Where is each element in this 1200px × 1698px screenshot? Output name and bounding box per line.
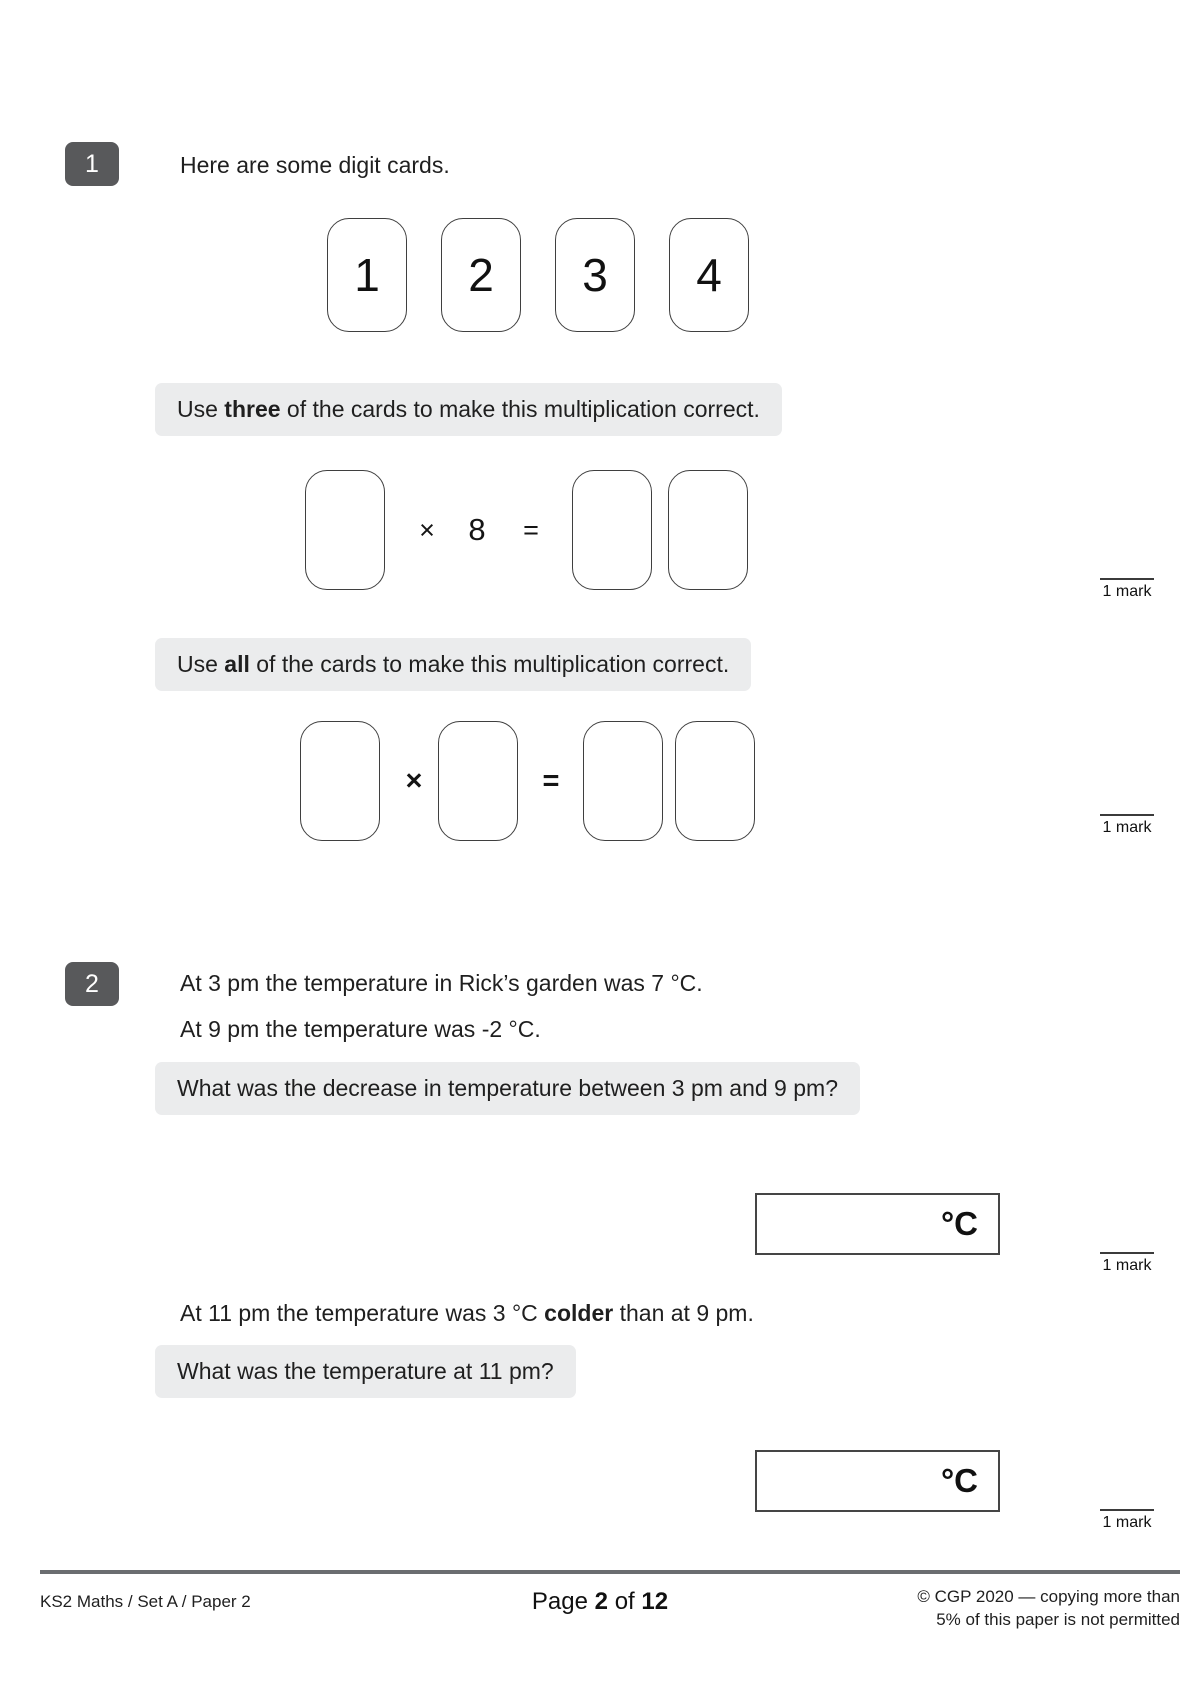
celsius-unit-label: °C bbox=[940, 1462, 978, 1499]
answer-box-2[interactable] bbox=[755, 1450, 1000, 1512]
page-word: Page bbox=[531, 1588, 588, 1615]
statement-bold-word: colder bbox=[544, 1300, 614, 1326]
answer-slot-empty[interactable] bbox=[675, 721, 755, 841]
digit-card-1 bbox=[327, 218, 407, 332]
question-1-number-badge bbox=[65, 142, 119, 186]
prompt-bold-word: three bbox=[224, 396, 281, 422]
question-2-statement-1: At 3 pm the temperature in Rick’s garden was 7 °C. bbox=[180, 970, 703, 996]
answer-slot-empty[interactable] bbox=[305, 470, 385, 590]
footer-doc-ref: KS2 Maths / Set A / Paper 2 bbox=[40, 1592, 251, 1611]
digit-card-value: 1 bbox=[354, 249, 380, 301]
footer-divider bbox=[40, 1570, 1180, 1574]
digit-card-4 bbox=[669, 218, 749, 332]
mark-tag-3: 1 mark bbox=[1100, 1252, 1154, 1275]
mark-tag-4: 1 mark bbox=[1100, 1509, 1154, 1532]
digit-card-value: 3 bbox=[582, 249, 608, 301]
multiplication-row-2 bbox=[300, 721, 755, 841]
copyright-line-1: © CGP 2020 — copying more than bbox=[917, 1587, 1180, 1606]
page-total: 12 bbox=[641, 1588, 669, 1615]
question-number: 2 bbox=[85, 969, 99, 998]
answer-slot-empty[interactable] bbox=[668, 470, 748, 590]
digit-card-2 bbox=[441, 218, 521, 332]
answer-slot-empty[interactable] bbox=[300, 721, 380, 841]
question-2-statement-3 bbox=[180, 1300, 754, 1327]
times-sign: × bbox=[405, 764, 423, 797]
answer-slot-empty[interactable] bbox=[438, 721, 518, 841]
prompt-text: Use bbox=[177, 651, 225, 677]
answer-slot-empty[interactable] bbox=[572, 470, 652, 590]
footer-copyright bbox=[917, 1586, 1180, 1632]
question-2-statement-2: At 9 pm the temperature was -2 °C. bbox=[180, 1016, 541, 1042]
statement-text: than at 9 pm. bbox=[613, 1300, 754, 1326]
digit-card-3 bbox=[555, 218, 635, 332]
prompt-decrease: What was the decrease in temperature between 3 pm and 9 pm? bbox=[155, 1062, 860, 1115]
equals-sign: = bbox=[523, 514, 539, 545]
celsius-unit-label: °C bbox=[940, 1205, 978, 1242]
equals-sign: = bbox=[542, 764, 560, 797]
prompt-bold-word: all bbox=[224, 651, 250, 677]
copyright-line-2: 5% of this paper is not permitted bbox=[936, 1609, 1180, 1629]
multiplication-row-1 bbox=[305, 470, 748, 590]
prompt-use-three bbox=[155, 383, 782, 436]
statement-text: At 11 pm the temperature was 3 °C bbox=[180, 1300, 545, 1326]
answer-box-1[interactable] bbox=[755, 1193, 1000, 1255]
multiplier-8: 8 bbox=[468, 512, 486, 547]
mark-tag-2: 1 mark bbox=[1100, 814, 1154, 837]
prompt-text: Use bbox=[177, 396, 225, 422]
answer-slot-empty[interactable] bbox=[583, 721, 663, 841]
question-number: 1 bbox=[85, 149, 99, 178]
prompt-text: of the cards to make this multiplication correct. bbox=[249, 651, 730, 677]
question-2-number-badge bbox=[65, 962, 119, 1006]
page-number: 2 bbox=[594, 1588, 609, 1615]
prompt-use-all bbox=[155, 638, 751, 691]
of-word: of bbox=[614, 1588, 635, 1615]
digit-cards-row bbox=[327, 218, 749, 332]
prompt-temp-11pm: What was the temperature at 11 pm? bbox=[155, 1345, 576, 1398]
mark-tag-1: 1 mark bbox=[1100, 578, 1154, 601]
question-1-intro: Here are some digit cards. bbox=[180, 152, 450, 178]
prompt-text: of the cards to make this multiplication correct. bbox=[280, 396, 760, 422]
digit-card-value: 4 bbox=[696, 249, 722, 301]
times-sign: × bbox=[419, 514, 435, 545]
digit-card-value: 2 bbox=[468, 249, 494, 301]
